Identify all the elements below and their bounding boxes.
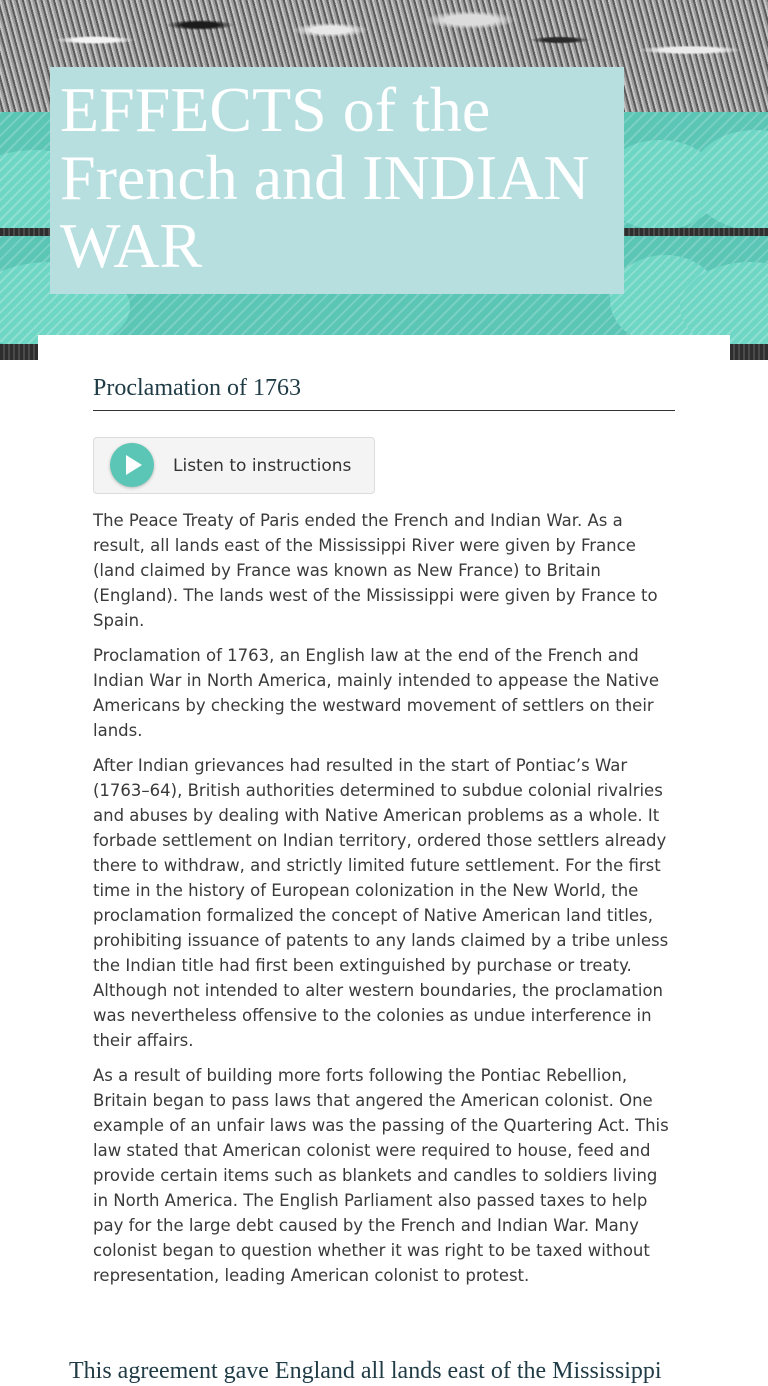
heading-divider xyxy=(93,410,675,411)
paragraph: As a result of building more forts following the Pontiac Rebellion, Britain began to pass laws that angered the American colonist. One example of an unfair laws was the passing of the Quartering Act. This law stated that American colonist were required to house, feed and provide certain items such as blankets and candles to soldiers living in North America. The English Parliament also passed taxes to help pay for the large debt caused by the French and Indian War. Many colonist began to question whether it was right to be taxed without representation, leading American colonist to protest. xyxy=(93,1066,669,1285)
section-heading: Proclamation of 1763 xyxy=(93,375,301,401)
paragraph: Proclamation of 1763, an English law at the end of the French and Indian War in North America, mainly intended to appease the Native Americans by checking the westward movement of settlers on their lands. xyxy=(93,646,659,740)
play-icon[interactable] xyxy=(110,443,154,487)
next-section-text: This agreement gave England all lands east of the Mississippi xyxy=(69,1358,662,1384)
paragraph: The Peace Treaty of Paris ended the French and Indian War. As a result, all lands east of the Mississippi River were given by France (land claimed by France was known as New France) to Britain (England). The lands west of the Mississippi were given by France to Spain. xyxy=(93,511,658,630)
instructions-text xyxy=(93,508,675,1298)
page-title: EFFECTS of the French and INDIAN WAR xyxy=(60,74,590,281)
paragraph: After Indian grievances had resulted in the start of Pontiac’s War (1763–64), British authorities determined to subdue colonial rivalries and abuses by dealing with Native American problems as a whole. It forbade settlement on Indian territory, ordered those settlers already there to withdraw, and strictly limited future settlement. For the first time in the history of European colonization in the New World, the proclamation formalized the concept of Native American land titles, prohibiting issuance of patents to any lands claimed by a tribe unless the Indian title had first been extinguished by purchase or treaty. Although not intended to alter western boundaries, the proclamation was nevertheless offensive to the colonies as undue interference in their affairs. xyxy=(93,756,669,1050)
listen-button-label: Listen to instructions xyxy=(173,456,352,476)
listen-to-instructions-button[interactable] xyxy=(93,437,375,494)
